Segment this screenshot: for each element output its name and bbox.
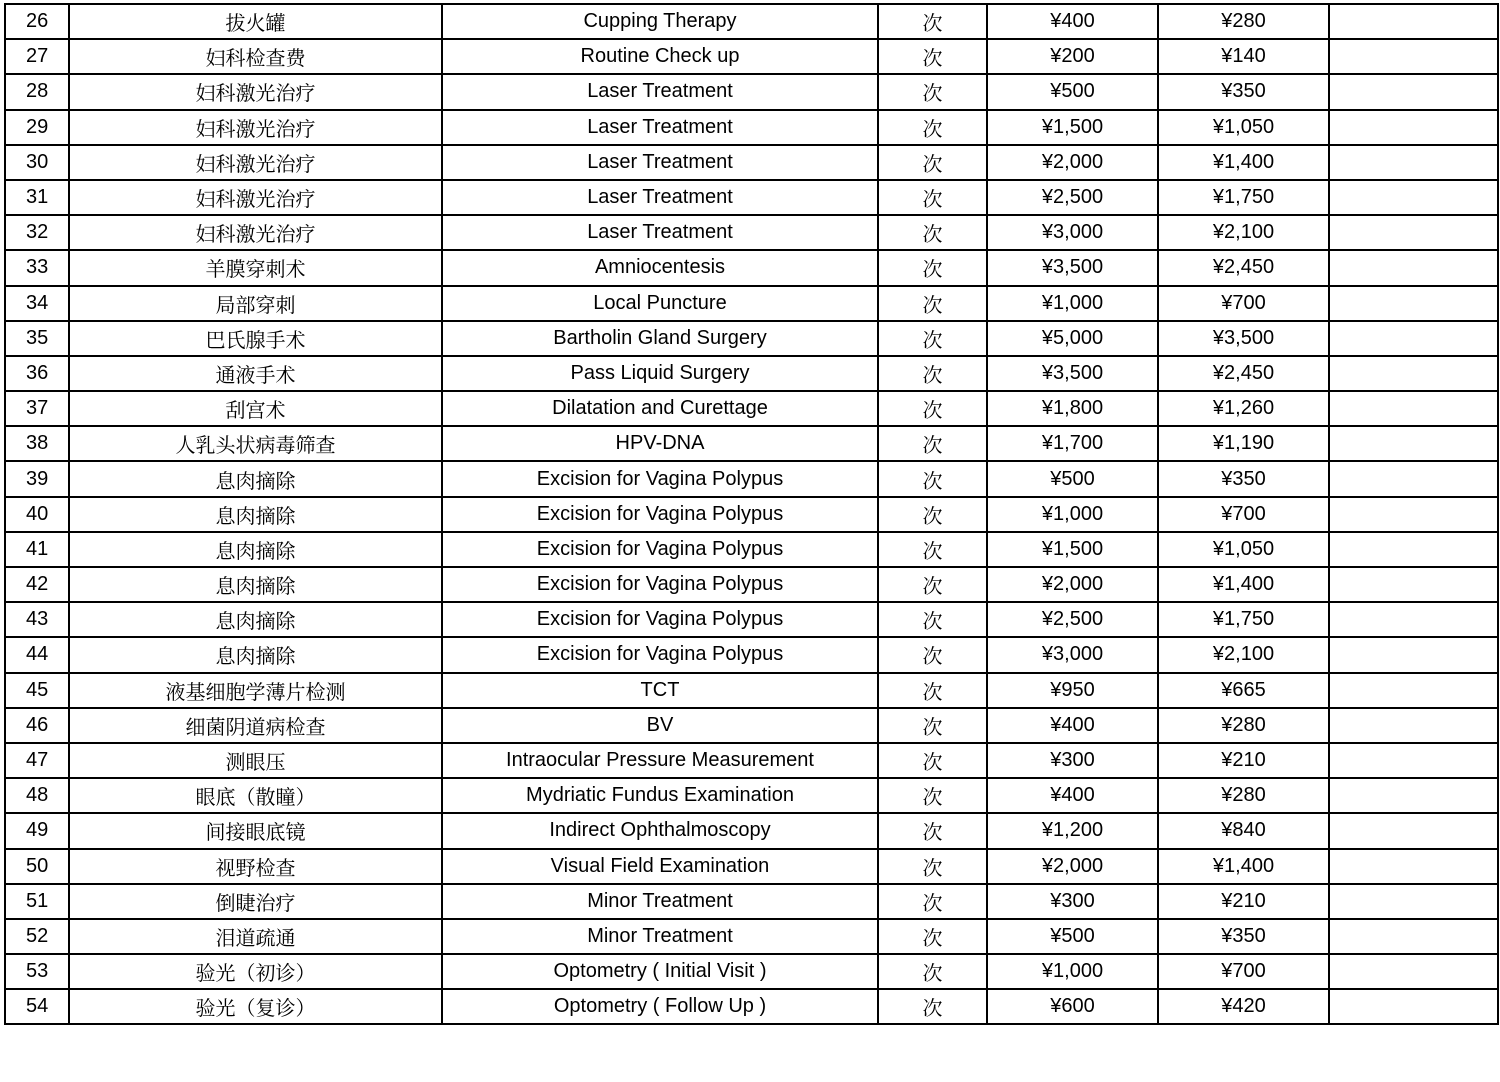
discount-price-cell: ¥2,100 [1158,215,1329,250]
discount-price-cell: ¥3,500 [1158,321,1329,356]
item-name-english: Minor Treatment [442,919,878,954]
unit-cell: 次 [878,849,987,884]
row-number: 30 [5,145,69,180]
unit-cell: 次 [878,74,987,109]
row-number: 33 [5,250,69,285]
discount-price-cell: ¥700 [1158,286,1329,321]
price-cell: ¥2,000 [987,145,1158,180]
note-cell [1329,673,1498,708]
unit-cell: 次 [878,39,987,74]
table-row [5,602,1498,637]
item-name-chinese: 间接眼底镜 [69,813,442,848]
item-name-english: Laser Treatment [442,74,878,109]
item-name-chinese: 巴氏腺手术 [69,321,442,356]
row-number: 32 [5,215,69,250]
price-cell: ¥400 [987,4,1158,39]
row-number: 42 [5,567,69,602]
table-row [5,884,1498,919]
table-row [5,74,1498,109]
note-cell [1329,497,1498,532]
price-cell: ¥1,800 [987,391,1158,426]
row-number: 52 [5,919,69,954]
item-name-chinese: 倒睫治疗 [69,884,442,919]
table-row [5,778,1498,813]
discount-price-cell: ¥700 [1158,954,1329,989]
note-cell [1329,884,1498,919]
note-cell [1329,954,1498,989]
discount-price-cell: ¥210 [1158,743,1329,778]
price-cell: ¥2,000 [987,567,1158,602]
discount-price-cell: ¥1,750 [1158,180,1329,215]
item-name-english: BV [442,708,878,743]
table-row [5,391,1498,426]
table-row [5,321,1498,356]
row-number: 26 [5,4,69,39]
row-number: 39 [5,461,69,496]
item-name-english: Excision for Vagina Polypus [442,461,878,496]
item-name-english: Bartholin Gland Surgery [442,321,878,356]
price-cell: ¥1,000 [987,954,1158,989]
price-cell: ¥2,500 [987,602,1158,637]
price-cell: ¥600 [987,989,1158,1024]
row-number: 41 [5,532,69,567]
price-cell: ¥1,000 [987,497,1158,532]
unit-cell: 次 [878,567,987,602]
unit-cell: 次 [878,250,987,285]
note-cell [1329,567,1498,602]
table-row [5,286,1498,321]
discount-price-cell: ¥1,050 [1158,110,1329,145]
discount-price-cell: ¥2,450 [1158,356,1329,391]
table-row [5,567,1498,602]
item-name-english: Indirect Ophthalmoscopy [442,813,878,848]
discount-price-cell: ¥700 [1158,497,1329,532]
table-row [5,989,1498,1024]
item-name-english: Dilatation and Curettage [442,391,878,426]
note-cell [1329,849,1498,884]
discount-price-cell: ¥2,100 [1158,637,1329,672]
item-name-chinese: 视野检查 [69,849,442,884]
table-row [5,145,1498,180]
item-name-chinese: 妇科激光治疗 [69,110,442,145]
price-cell: ¥1,000 [987,286,1158,321]
note-cell [1329,4,1498,39]
discount-price-cell: ¥665 [1158,673,1329,708]
discount-price-cell: ¥1,400 [1158,145,1329,180]
note-cell [1329,919,1498,954]
note-cell [1329,461,1498,496]
item-name-english: Local Puncture [442,286,878,321]
item-name-chinese: 验光（复诊） [69,989,442,1024]
item-name-english: Amniocentesis [442,250,878,285]
table-row [5,849,1498,884]
discount-price-cell: ¥1,400 [1158,567,1329,602]
table-row [5,426,1498,461]
table-row [5,743,1498,778]
price-cell: ¥500 [987,919,1158,954]
item-name-chinese: 息肉摘除 [69,461,442,496]
item-name-chinese: 息肉摘除 [69,567,442,602]
unit-cell: 次 [878,637,987,672]
item-name-chinese: 妇科激光治疗 [69,145,442,180]
note-cell [1329,532,1498,567]
row-number: 31 [5,180,69,215]
discount-price-cell: ¥2,450 [1158,250,1329,285]
row-number: 40 [5,497,69,532]
item-name-chinese: 妇科激光治疗 [69,74,442,109]
price-cell: ¥400 [987,778,1158,813]
row-number: 50 [5,849,69,884]
row-number: 46 [5,708,69,743]
discount-price-cell: ¥280 [1158,4,1329,39]
item-name-english: Laser Treatment [442,145,878,180]
item-name-chinese: 通液手术 [69,356,442,391]
unit-cell: 次 [878,145,987,180]
unit-cell: 次 [878,180,987,215]
table-row [5,250,1498,285]
note-cell [1329,74,1498,109]
unit-cell: 次 [878,4,987,39]
item-name-chinese: 测眼压 [69,743,442,778]
table-row [5,180,1498,215]
note-cell [1329,215,1498,250]
row-number: 48 [5,778,69,813]
discount-price-cell: ¥840 [1158,813,1329,848]
item-name-chinese: 细菌阴道病检查 [69,708,442,743]
note-cell [1329,602,1498,637]
discount-price-cell: ¥280 [1158,778,1329,813]
item-name-chinese: 息肉摘除 [69,602,442,637]
discount-price-cell: ¥210 [1158,884,1329,919]
note-cell [1329,637,1498,672]
row-number: 29 [5,110,69,145]
price-cell: ¥950 [987,673,1158,708]
price-cell: ¥2,500 [987,180,1158,215]
item-name-chinese: 眼底（散瞳） [69,778,442,813]
unit-cell: 次 [878,919,987,954]
table-row [5,813,1498,848]
item-name-english: Optometry ( Initial Visit ) [442,954,878,989]
row-number: 38 [5,426,69,461]
unit-cell: 次 [878,989,987,1024]
price-cell: ¥1,500 [987,110,1158,145]
unit-cell: 次 [878,708,987,743]
item-name-chinese: 妇科激光治疗 [69,180,442,215]
discount-price-cell: ¥140 [1158,39,1329,74]
item-name-english: Excision for Vagina Polypus [442,497,878,532]
note-cell [1329,145,1498,180]
price-cell: ¥300 [987,884,1158,919]
item-name-english: Optometry ( Follow Up ) [442,989,878,1024]
unit-cell: 次 [878,673,987,708]
item-name-chinese: 妇科激光治疗 [69,215,442,250]
item-name-chinese: 人乳头状病毒筛查 [69,426,442,461]
note-cell [1329,743,1498,778]
row-number: 44 [5,637,69,672]
table-row [5,39,1498,74]
note-cell [1329,989,1498,1024]
discount-price-cell: ¥350 [1158,74,1329,109]
item-name-chinese: 羊膜穿刺术 [69,250,442,285]
note-cell [1329,356,1498,391]
item-name-english: HPV-DNA [442,426,878,461]
row-number: 53 [5,954,69,989]
table-row [5,954,1498,989]
unit-cell: 次 [878,321,987,356]
unit-cell: 次 [878,215,987,250]
table-row [5,497,1498,532]
unit-cell: 次 [878,391,987,426]
unit-cell: 次 [878,426,987,461]
row-number: 34 [5,286,69,321]
row-number: 43 [5,602,69,637]
table-row [5,4,1498,39]
unit-cell: 次 [878,497,987,532]
item-name-chinese: 液基细胞学薄片检测 [69,673,442,708]
unit-cell: 次 [878,602,987,637]
unit-cell: 次 [878,110,987,145]
note-cell [1329,391,1498,426]
unit-cell: 次 [878,954,987,989]
table-body [5,4,1498,1024]
note-cell [1329,180,1498,215]
note-cell [1329,110,1498,145]
item-name-english: Excision for Vagina Polypus [442,637,878,672]
item-name-english: Visual Field Examination [442,849,878,884]
row-number: 28 [5,74,69,109]
item-name-chinese: 息肉摘除 [69,637,442,672]
item-name-chinese: 验光（初诊） [69,954,442,989]
price-cell: ¥300 [987,743,1158,778]
price-cell: ¥200 [987,39,1158,74]
discount-price-cell: ¥350 [1158,919,1329,954]
table-row [5,708,1498,743]
table-row [5,637,1498,672]
item-name-english: Mydriatic Fundus Examination [442,778,878,813]
item-name-english: Laser Treatment [442,180,878,215]
item-name-chinese: 拔火罐 [69,4,442,39]
row-number: 49 [5,813,69,848]
row-number: 51 [5,884,69,919]
row-number: 45 [5,673,69,708]
price-cell: ¥3,500 [987,250,1158,285]
row-number: 35 [5,321,69,356]
table-row [5,215,1498,250]
price-cell: ¥2,000 [987,849,1158,884]
discount-price-cell: ¥1,190 [1158,426,1329,461]
discount-price-cell: ¥350 [1158,461,1329,496]
item-name-chinese: 局部穿刺 [69,286,442,321]
table-row [5,673,1498,708]
discount-price-cell: ¥1,260 [1158,391,1329,426]
unit-cell: 次 [878,286,987,321]
table-row [5,356,1498,391]
note-cell [1329,708,1498,743]
discount-price-cell: ¥420 [1158,989,1329,1024]
note-cell [1329,39,1498,74]
item-name-english: Minor Treatment [442,884,878,919]
price-cell: ¥3,500 [987,356,1158,391]
discount-price-cell: ¥280 [1158,708,1329,743]
table-row [5,461,1498,496]
price-cell: ¥3,000 [987,215,1158,250]
item-name-english: Pass Liquid Surgery [442,356,878,391]
item-name-english: Intraocular Pressure Measurement [442,743,878,778]
note-cell [1329,426,1498,461]
item-name-english: Laser Treatment [442,215,878,250]
price-cell: ¥500 [987,74,1158,109]
item-name-english: TCT [442,673,878,708]
row-number: 37 [5,391,69,426]
item-name-english: Routine Check up [442,39,878,74]
note-cell [1329,813,1498,848]
row-number: 36 [5,356,69,391]
table-row [5,532,1498,567]
price-cell: ¥1,200 [987,813,1158,848]
item-name-chinese: 泪道疏通 [69,919,442,954]
row-number: 27 [5,39,69,74]
note-cell [1329,250,1498,285]
price-cell: ¥3,000 [987,637,1158,672]
price-cell: ¥500 [987,461,1158,496]
discount-price-cell: ¥1,400 [1158,849,1329,884]
price-cell: ¥5,000 [987,321,1158,356]
item-name-chinese: 息肉摘除 [69,497,442,532]
note-cell [1329,778,1498,813]
item-name-chinese: 妇科检查费 [69,39,442,74]
item-name-chinese: 刮宫术 [69,391,442,426]
table-row [5,919,1498,954]
discount-price-cell: ¥1,050 [1158,532,1329,567]
note-cell [1329,286,1498,321]
unit-cell: 次 [878,356,987,391]
unit-cell: 次 [878,813,987,848]
table-row [5,110,1498,145]
row-number: 47 [5,743,69,778]
price-cell: ¥1,500 [987,532,1158,567]
unit-cell: 次 [878,884,987,919]
unit-cell: 次 [878,778,987,813]
item-name-english: Excision for Vagina Polypus [442,567,878,602]
item-name-english: Excision for Vagina Polypus [442,602,878,637]
unit-cell: 次 [878,532,987,567]
item-name-chinese: 息肉摘除 [69,532,442,567]
unit-cell: 次 [878,461,987,496]
price-table [4,3,1499,1025]
row-number: 54 [5,989,69,1024]
item-name-english: Cupping Therapy [442,4,878,39]
unit-cell: 次 [878,743,987,778]
price-cell: ¥1,700 [987,426,1158,461]
item-name-english: Laser Treatment [442,110,878,145]
price-cell: ¥400 [987,708,1158,743]
item-name-english: Excision for Vagina Polypus [442,532,878,567]
note-cell [1329,321,1498,356]
discount-price-cell: ¥1,750 [1158,602,1329,637]
